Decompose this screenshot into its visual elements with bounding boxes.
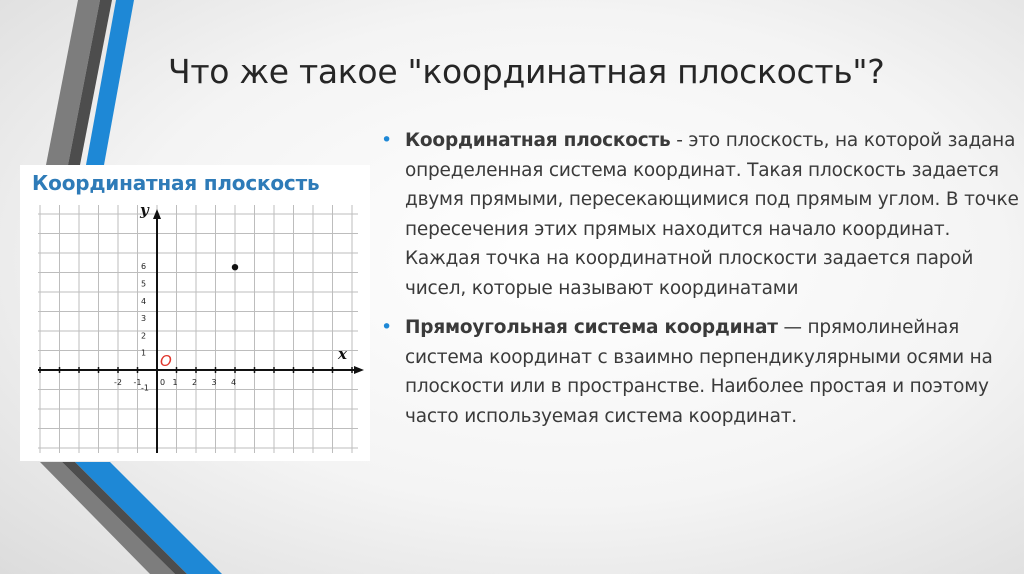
bullet-list [380, 126, 1020, 441]
y-tick-label: 1 [141, 348, 147, 358]
definition-text: - это плоскость, на которой задана определенная система координат. Такая плоскость задается двумя прямыми, пересекающимися под прямым углом. В точке пересечения этих прямых находится начало координат. Каждая точка на координатной плоскости задается парой чисел, которые называют координатами [405, 130, 1019, 299]
x-tick-label: 1 [172, 378, 178, 387]
blue-stripe-top [86, 0, 134, 165]
x-tick-label: 2 [192, 378, 198, 387]
y-tick-label: 2 [141, 331, 147, 341]
dark-stripe-top [68, 0, 112, 165]
x-axis-label: x [338, 345, 347, 363]
gray-stripe-bottom [40, 462, 175, 574]
y-tick-label: 5 [141, 279, 147, 289]
coordinate-plane-picture [20, 165, 370, 461]
blue-stripe-bottom [75, 462, 222, 574]
x-tick-label: -1 [133, 378, 142, 387]
x-axis-arrow [354, 366, 364, 374]
gray-stripe-top [46, 0, 100, 165]
bullet-item-cartesian [380, 313, 1020, 431]
point-marker [232, 264, 238, 270]
slide-title: Что же такое "координатная плоскость"? [168, 52, 885, 91]
x-tick-label: -2 [114, 378, 122, 387]
bullet-item-definition [380, 126, 1020, 303]
picture-title: Координатная плоскость [32, 171, 320, 195]
y-tick-label: 6 [141, 262, 147, 272]
y-axis-label: y [140, 201, 149, 219]
y-tick-label: -1 [141, 383, 149, 393]
bullet-dot-icon: • [381, 129, 393, 151]
zero-label: 0 [160, 378, 166, 387]
x-tick-label: 3 [211, 378, 217, 387]
cartesian-text: — прямолинейная система координат с взаимно перпендикулярными осями на плоскости или в пространстве. Наиболее простая и поэтому часто используемая система координат. [405, 317, 993, 427]
tick-labels [114, 262, 236, 392]
dark-stripe-bottom [62, 462, 187, 574]
y-tick-label: 4 [141, 296, 147, 306]
term-coordinate-plane: Координатная плоскость [405, 130, 671, 151]
coordinate-grid [20, 165, 370, 461]
term-cartesian-system: Прямоугольная система координат [405, 317, 778, 338]
x-tick-label: 4 [231, 378, 237, 387]
origin-label: O [160, 352, 172, 370]
y-tick-label: 3 [141, 314, 147, 324]
bullet-dot-icon: • [381, 316, 393, 338]
grid-lines [38, 205, 358, 453]
